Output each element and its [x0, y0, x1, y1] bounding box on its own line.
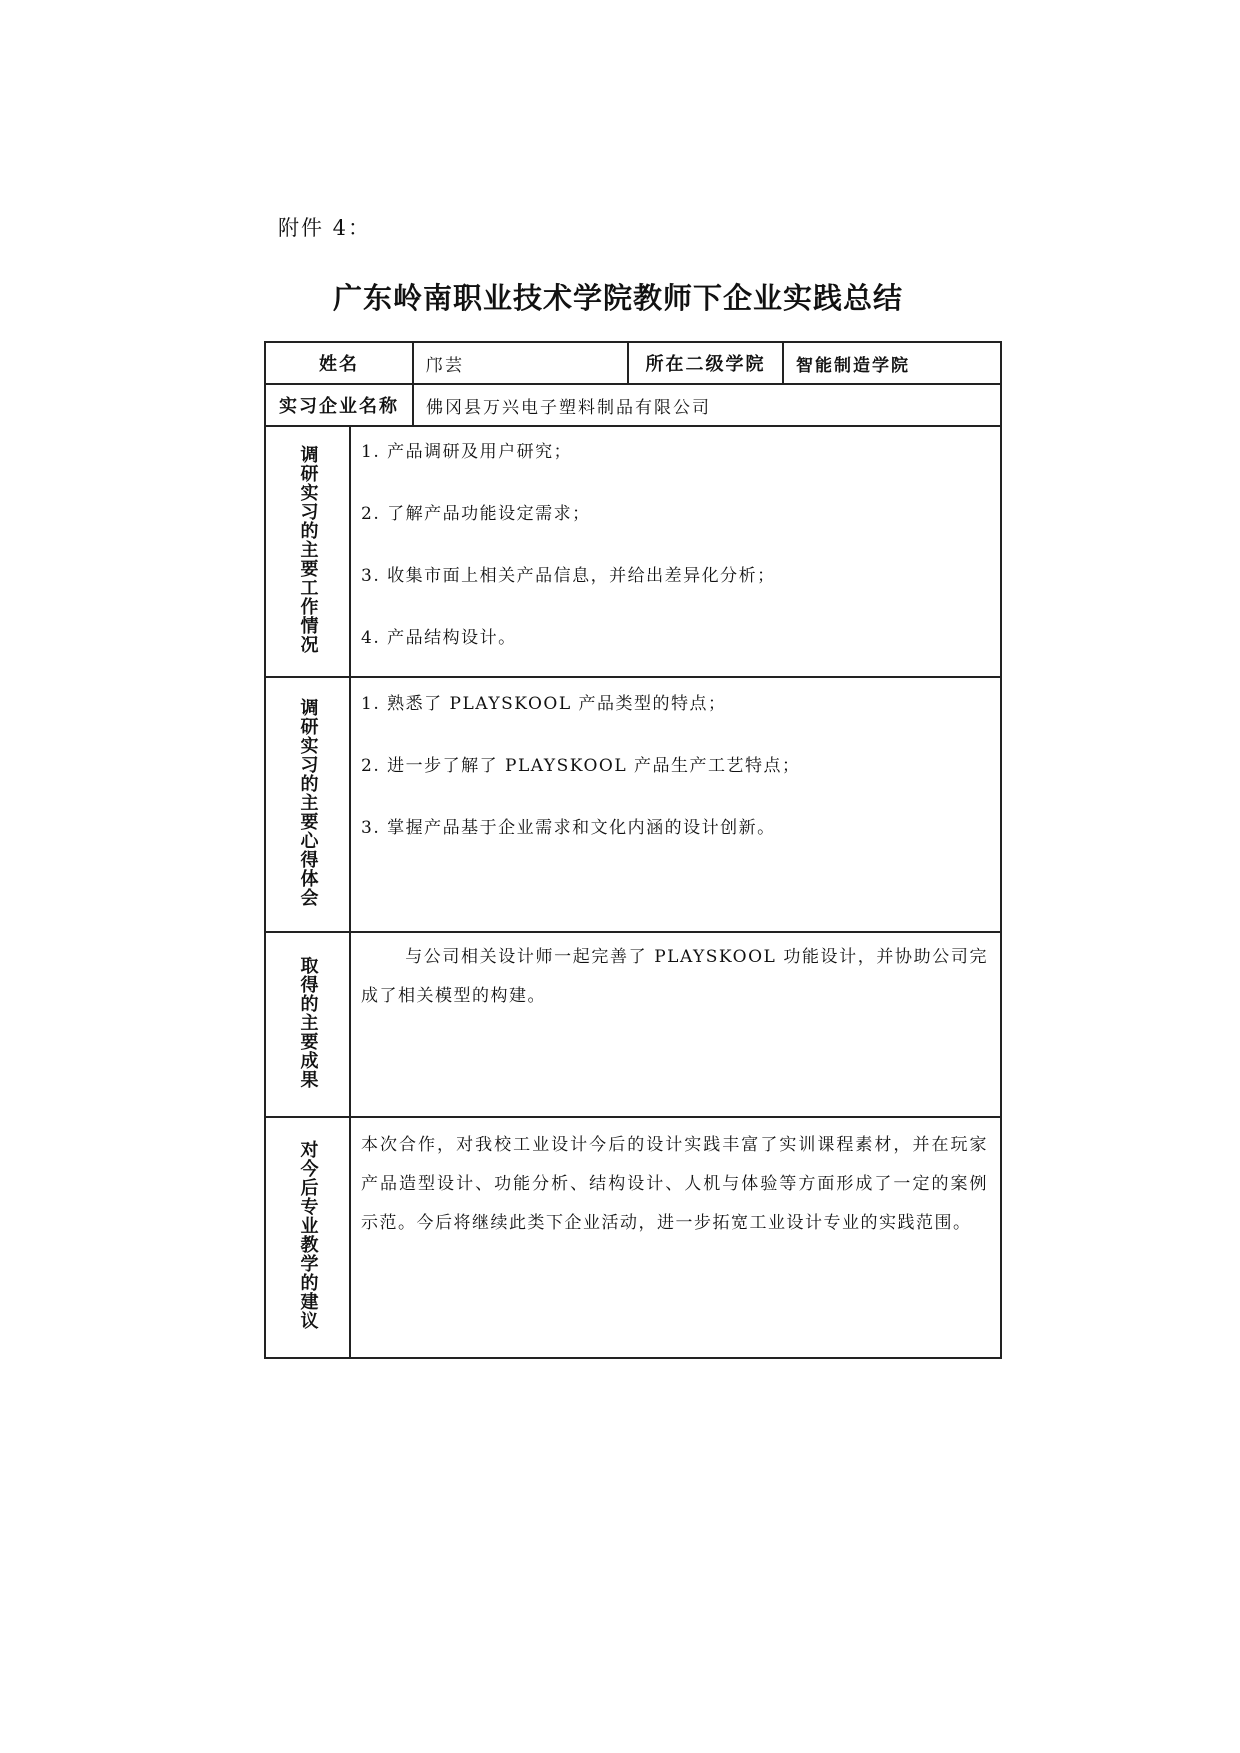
section-suggestions-content — [350, 1117, 1001, 1358]
section-insights-row — [265, 677, 1001, 932]
section-insights-content — [350, 677, 1001, 932]
list-item: 2. 进一步了解了 PLAYSKOOL 产品生产工艺特点； — [361, 756, 801, 776]
section-suggestions-heading — [265, 1117, 350, 1358]
section-insights-heading-text: 调研实习的主要心得体会 — [297, 697, 319, 907]
section-insights-heading — [265, 677, 350, 932]
name-label: 姓名 — [265, 342, 413, 384]
document-title: 广东岭南职业技术学院教师下企业实践总结 — [332, 281, 903, 315]
section-results-text: 与公司相关设计师一起完善了 PLAYSKOOL 功能设计，并协助公司完成了相关模型的构建。 — [361, 947, 988, 1006]
list-item: 2. 了解产品功能设定需求； — [361, 504, 591, 524]
section-results-row — [265, 932, 1001, 1117]
name-value: 邝芸 — [413, 342, 628, 384]
section-suggestions-text: 本次合作，对我校工业设计今后的设计实践丰富了实训课程素材，并在玩家产品造型设计、功能分析、结构设计、人机与体验等方面形成了一定的案例示范。今后将继续此类下企业活动，进一步拓宽工业设计专业的实践范围。 — [361, 1135, 988, 1233]
summary-form-table — [264, 341, 1002, 1359]
section-results-heading-text: 取得的主要成果 — [297, 955, 319, 1089]
company-value: 佛冈县万兴电子塑料制品有限公司 — [413, 384, 1001, 426]
section-work-content — [350, 426, 1001, 677]
name-row — [265, 342, 1001, 384]
college-value: 智能制造学院 — [783, 342, 1001, 384]
list-item: 3. 掌握产品基于企业需求和文化内涵的设计创新。 — [361, 818, 776, 838]
attachment-label: 附件 4： — [278, 216, 372, 240]
list-item: 4. 产品结构设计。 — [361, 628, 517, 648]
list-item: 1. 产品调研及用户研究； — [361, 442, 573, 462]
section-suggestions-heading-text: 对今后专业教学的建议 — [297, 1140, 319, 1330]
section-results-content — [350, 932, 1001, 1117]
list-item: 1. 熟悉了 PLAYSKOOL 产品类型的特点； — [361, 694, 727, 714]
section-results-heading — [265, 932, 350, 1117]
section-suggestions-row — [265, 1117, 1001, 1358]
section-work-row — [265, 426, 1001, 677]
list-item: 3. 收集市面上相关产品信息，并给出差异化分析； — [361, 566, 776, 586]
college-label: 所在二级学院 — [628, 342, 783, 384]
section-work-heading — [265, 426, 350, 677]
company-label: 实习企业名称 — [265, 384, 413, 426]
section-work-heading-text: 调研实习的主要工作情况 — [297, 444, 319, 654]
company-row — [265, 384, 1001, 426]
